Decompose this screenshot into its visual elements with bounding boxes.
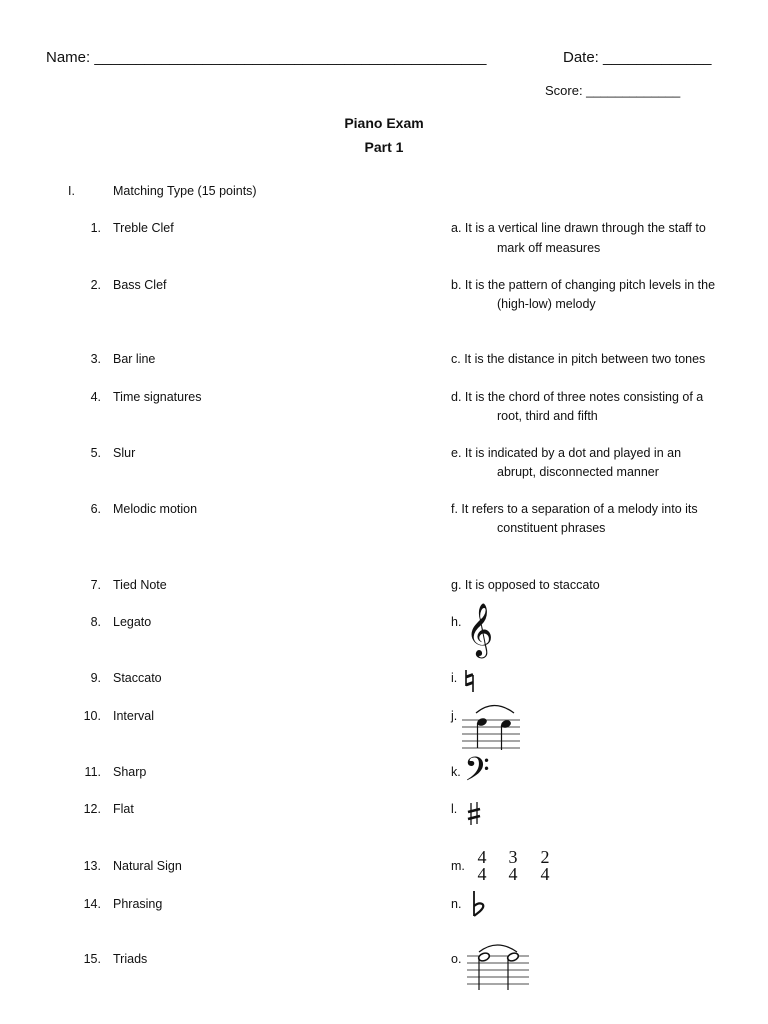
treble-clef-icon: 𝄞 — [466, 602, 494, 656]
term-text: Treble Clef — [113, 221, 174, 235]
term-text: Interval — [113, 709, 154, 723]
bass-clef-icon: 𝄢 — [464, 751, 490, 797]
name-field-label: Name: _______________________________________________ — [46, 49, 487, 66]
term-text: Tied Note — [113, 578, 167, 592]
term-text: Staccato — [113, 671, 162, 685]
definition-line: b. It is the pattern of changing pitch levels in the — [451, 278, 716, 292]
term-text: Bar line — [113, 352, 156, 366]
term-number: 10. — [83, 709, 101, 723]
option-letter: m. — [451, 859, 465, 873]
definition-line: c. It is the distance in pitch between two tones — [451, 352, 706, 366]
term-number: 12. — [83, 802, 101, 816]
term-number: 1. — [90, 221, 101, 235]
time-sig-bottom: 4 — [477, 864, 487, 884]
definition-line: (high-low) melody — [497, 297, 596, 311]
term-text: Triads — [113, 952, 148, 966]
definition-line: e. It is indicated by a dot and played in an — [451, 446, 682, 460]
tied-notes-icon — [467, 940, 531, 994]
time-sig-bottom: 4 — [508, 864, 518, 884]
definition-line: root, third and fifth — [497, 409, 598, 423]
term-text: Phrasing — [113, 897, 163, 911]
natural-sign-icon — [464, 669, 476, 693]
definition-line: g. It is opposed to staccato — [451, 578, 600, 592]
time-sig-top: 3 — [508, 847, 518, 867]
time-sig-bottom: 4 — [540, 864, 550, 884]
term-number: 11. — [84, 765, 101, 779]
option-letter: k. — [451, 765, 461, 779]
term-number: 13. — [83, 859, 101, 873]
term-text: Slur — [113, 446, 136, 460]
definition-line: mark off measures — [497, 241, 601, 255]
time-sig-top: 2 — [540, 847, 550, 867]
slurred-notes-icon — [462, 700, 522, 752]
term-text: Flat — [113, 802, 134, 816]
term-text: Bass Clef — [113, 278, 167, 292]
section-roman-numeral: I. — [68, 184, 75, 198]
definition-line: d. It is the chord of three notes consisting of a — [451, 390, 704, 404]
term-text: Natural Sign — [113, 859, 182, 873]
sharp-sign-icon — [467, 802, 481, 826]
definition-line: constituent phrases — [497, 521, 606, 535]
term-text: Sharp — [113, 765, 147, 779]
time-sig-top: 4 — [477, 847, 487, 867]
section-heading: Matching Type (15 points) — [113, 184, 257, 198]
term-number: 15. — [83, 952, 101, 966]
option-letter: l. — [451, 802, 458, 816]
term-number: 9. — [90, 671, 101, 685]
term-number: 7. — [90, 578, 101, 592]
option-letter: j. — [451, 709, 458, 723]
date-field-label: Date: _____________ — [563, 49, 712, 66]
term-number: 14. — [83, 897, 101, 911]
term-text: Time signatures — [113, 390, 202, 404]
term-text: Legato — [113, 615, 152, 629]
flat-sign-icon — [472, 890, 486, 918]
term-number: 2. — [90, 278, 101, 292]
definition-line: abrupt, disconnected manner — [497, 465, 659, 479]
term-number: 3. — [90, 352, 101, 366]
score-field-label: Score: _____________ — [545, 83, 681, 98]
definition-line: f. It refers to a separation of a melody into its — [451, 502, 698, 516]
option-letter: o. — [451, 952, 462, 966]
term-text: Melodic motion — [113, 502, 198, 516]
term-number: 8. — [90, 615, 101, 629]
exam-title: Piano Exam — [344, 115, 424, 131]
term-number: 6. — [90, 502, 101, 516]
exam-subtitle: Part 1 — [364, 139, 404, 155]
definition-line: a. It is a vertical line drawn through the staff to — [451, 221, 706, 235]
option-letter: h. — [451, 615, 462, 629]
term-number: 5. — [90, 446, 101, 460]
option-letter: i. — [451, 671, 458, 685]
term-number: 4. — [90, 390, 101, 404]
option-letter: n. — [451, 897, 462, 911]
